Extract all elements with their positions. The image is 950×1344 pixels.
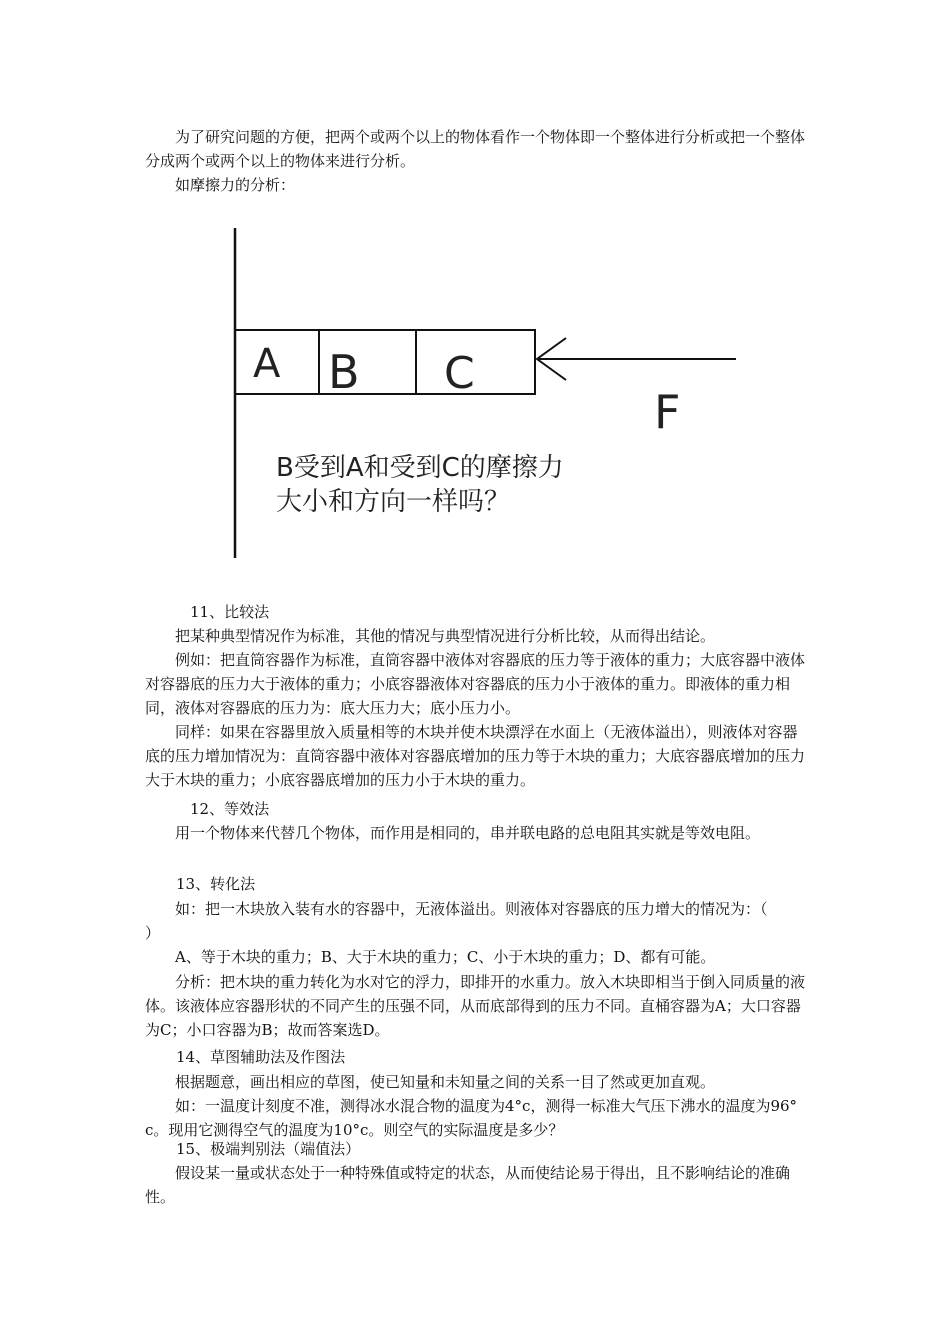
block-b-label: B: [328, 345, 360, 399]
section-12-title: 12、等效法: [190, 800, 270, 818]
intro-paragraph: 为了研究问题的方便，把两个或两个以上的物体看作一个物体即一个整体进行分析或把一个整体分成两个或两个以上的物体来进行分析。: [145, 128, 806, 170]
block-a-label: A: [253, 341, 281, 387]
section-13-para-3: 分析：把木块的重力转化为水对它的浮力，即排开的水重力。放入木块即相当于倒入同质量的液体。该液体应容器形状的不同产生的压强不同，从而底部得到的压力不同。直桶容器为A；大口容器为C；小口容器为B；故而答案选D。: [145, 973, 806, 1039]
section-15-title: 15、极端判别法（端值法）: [176, 1140, 361, 1158]
section-15-para-1: 假设某一量或状态处于一种特殊值或特定的状态，从而使结论易于得出，且不影响结论的准确性。: [145, 1164, 791, 1206]
friction-diagram-svg: [228, 224, 748, 564]
section-13-para-2: A、等于木块的重力；B、大于木块的重力；C、小于木块的重力；D、都有可能。: [175, 948, 716, 966]
diagram-caption-line2: 大小和方向一样吗？: [276, 487, 511, 517]
friction-diagram: [228, 224, 748, 564]
intro-example-line: 如摩擦力的分析：: [175, 176, 296, 194]
section-14-title: 14、草图辅助法及作图法: [176, 1048, 346, 1066]
section-11-para-2: 例如：把直筒容器作为标准，直筒容器中液体对容器底的压力等于液体的重力；大底容器中液体对容器底的压力大于液体的重力；小底容器液体对容器底的压力小于液体的重力。即液体的重力相同，液体对容器底的压力为：底大压力大；底小压力小。: [145, 651, 806, 717]
force-label: F: [654, 385, 681, 439]
section-11-para-1: 把某种典型情况作为标准，其他的情况与典型情况进行分析比较，从而得出结论。: [175, 627, 716, 645]
diagram-caption-line1: B受到A和受到C的摩擦力: [276, 453, 564, 483]
section-11-title: 11、比较法: [190, 603, 270, 621]
block-c: [416, 330, 535, 394]
section-14-para-2: 如：一温度计刻度不准，测得冰水混合物的温度为4°c，测得一标准大气压下沸水的温度为96°c。现用它测得空气的温度为10°c。则空气的实际温度是多少？: [145, 1097, 798, 1139]
section-14-para-1: 根据题意，画出相应的草图，使已知量和未知量之间的关系一目了然或更加直观。: [175, 1073, 716, 1091]
section-11-para-3: 同样：如果在容器里放入质量相等的木块并使木块漂浮在水面上（无液体溢出），则液体对容器底的压力增加情况为：直筒容器中液体对容器底增加的压力等于木块的重力；大底容器底增加的压力大于木块的重力；小底容器底增加的压力小于木块的重力。: [145, 723, 806, 789]
section-12-para-1: 用一个物体来代替几个物体，而作用是相同的，串并联电路的总电阻其实就是等效电阻。: [175, 824, 761, 842]
section-13-para-1: 如：把一木块放入装有水的容器中，无液体溢出。则液体对容器底的压力增大的情况为：（ ）: [145, 900, 828, 942]
block-c-label: C: [444, 348, 475, 399]
section-13-title: 13、转化法: [176, 875, 256, 893]
